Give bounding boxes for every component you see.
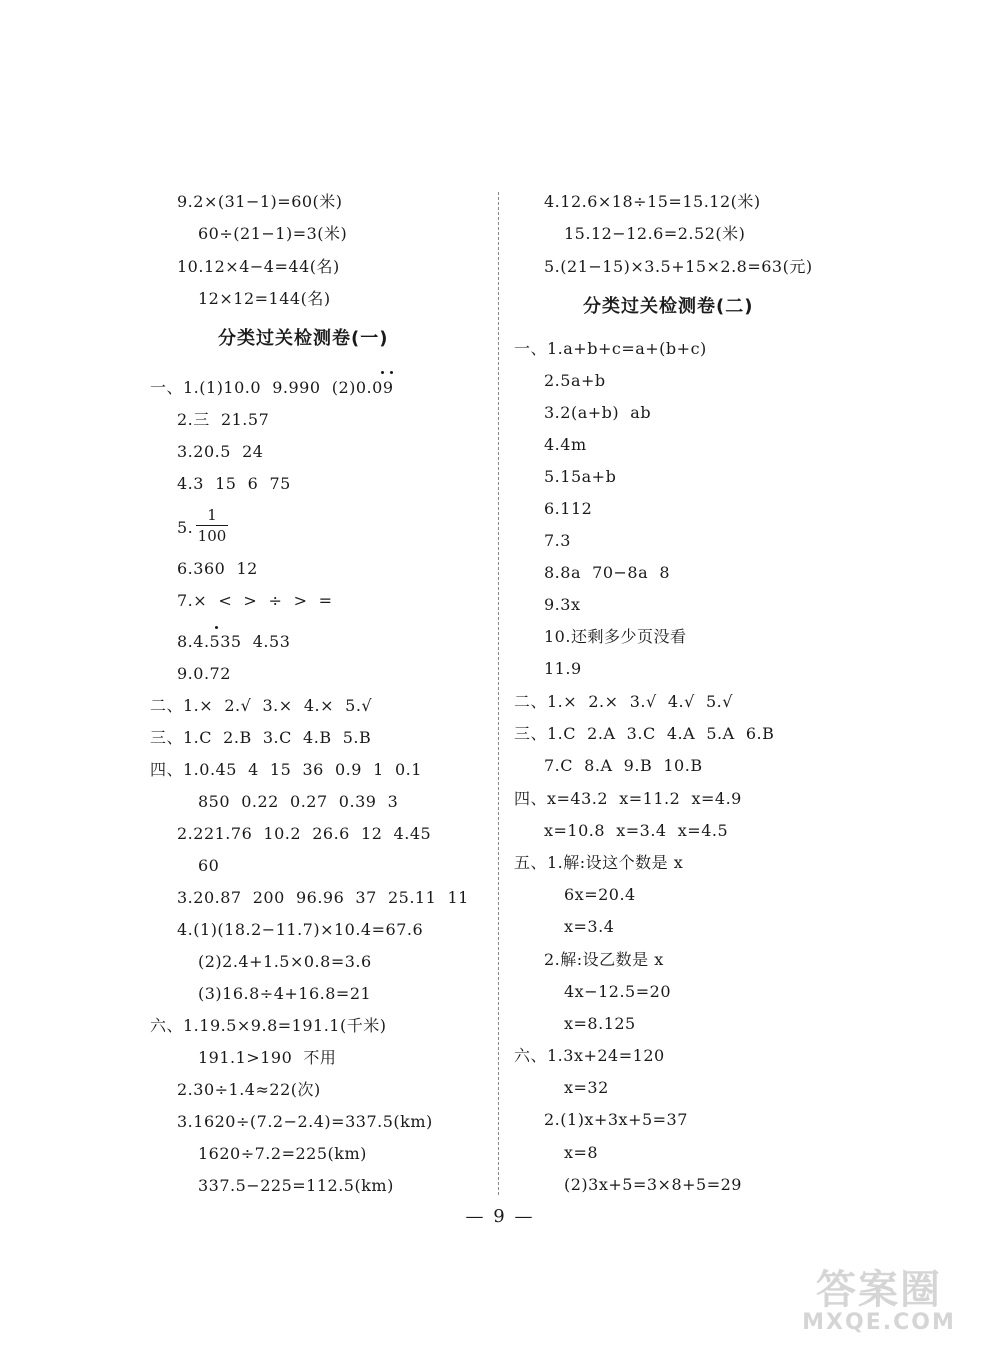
answer-line: 191.1>190 不用 <box>198 1048 337 1067</box>
answer-line: 五、1.解:设这个数是 x <box>514 853 684 872</box>
answer-line: (2)2.4+1.5×0.8=3.6 <box>198 952 372 971</box>
answer-line: 15.12−12.6=2.52(米) <box>564 224 746 243</box>
answer-line: 11.9 <box>544 659 582 678</box>
answer-line: 4.12.6×18÷15=15.12(米) <box>544 192 761 211</box>
answer-line: 4.(1)(18.2−11.7)×10.4=67.6 <box>177 920 424 939</box>
answer-line: 60 <box>198 856 220 875</box>
answer-line: 6x=20.4 <box>564 885 636 904</box>
section-title-2: 分类过关检测卷(二) <box>583 296 754 317</box>
answer-line: 7.3 <box>544 531 571 550</box>
answer-line: 8.8a 70−8a 8 <box>544 563 670 582</box>
answer-line: 5.(21−15)×3.5+15×2.8=63(元) <box>544 257 813 276</box>
answer-line: 三、1.C 2.A 3.C 4.A 5.A 6.B <box>514 724 775 743</box>
answer-line: 3.1620÷(7.2−2.4)=337.5(km) <box>177 1112 433 1131</box>
answer-line: 四、1.0.45 4 15 36 0.9 1 0.1 <box>150 760 422 779</box>
answer-line: 四、x=43.2 x=11.2 x=4.9 <box>514 789 742 808</box>
answer-line: 二、1.× 2.√ 3.× 4.× 5.√ <box>150 696 373 715</box>
answer-line: 10.12×4−4=44(名) <box>177 257 340 276</box>
answer-line: 5. <box>177 518 194 537</box>
answer-line: 12×12=144(名) <box>198 289 331 308</box>
column-divider <box>498 192 499 1195</box>
page-number: — 9 — <box>465 1206 535 1227</box>
answer-line: 2.5a+b <box>544 371 606 390</box>
repeating-decimal-dot <box>381 371 384 374</box>
answer-line: 5.15a+b <box>544 467 617 486</box>
repeating-decimal-dot <box>390 371 393 374</box>
answer-line: 6.360 12 <box>177 559 258 578</box>
answer-line: 六、1.3x+24=120 <box>514 1046 665 1065</box>
answer-line: 一、1.(1)10.0 9.990 (2)0.09 <box>150 378 394 397</box>
right-column <box>514 0 980 1359</box>
answer-line: 2.解:设乙数是 x <box>544 950 664 969</box>
answer-line: 2.三 21.57 <box>177 410 270 429</box>
left-column <box>0 0 469 1359</box>
watermark-text-top: 答案圈 <box>816 1267 942 1313</box>
answer-line: 10.还剩多少页没看 <box>544 627 687 646</box>
answer-line: 9.3x <box>544 595 581 614</box>
answer-line: 4.4m <box>544 435 587 454</box>
fraction-denominator: 100 <box>197 527 227 545</box>
watermark-logo <box>784 1258 974 1343</box>
answer-line: 3.20.5 24 <box>177 442 264 461</box>
fraction <box>196 506 228 545</box>
answer-line: 4x−12.5=20 <box>564 982 671 1001</box>
answer-line: 2.221.76 10.2 26.6 12 4.45 <box>177 824 432 843</box>
answer-line: 2.(1)x+3x+5=37 <box>544 1110 688 1129</box>
answer-line: 7.× < > ÷ > = <box>177 591 333 610</box>
answer-line: 7.C 8.A 9.B 10.B <box>544 756 703 775</box>
section-title-1: 分类过关检测卷(一) <box>218 328 389 349</box>
answer-line: 一、1.a+b+c=a+(b+c) <box>514 339 707 358</box>
repeating-decimal-dot <box>215 626 218 629</box>
answer-line: x=8.125 <box>564 1014 636 1033</box>
answer-line: 1620÷7.2=225(km) <box>198 1144 367 1163</box>
fraction-bar <box>196 525 228 526</box>
answer-line: 9.2×(31−1)=60(米) <box>177 192 343 211</box>
answer-line: 3.2(a+b) ab <box>544 403 652 422</box>
answer-line: x=10.8 x=3.4 x=4.5 <box>544 821 729 840</box>
answer-line: 三、1.C 2.B 3.C 4.B 5.B <box>150 728 372 747</box>
answer-line: 60÷(21−1)=3(米) <box>198 224 348 243</box>
watermark-text-bottom: MXQE.COM <box>802 1310 956 1335</box>
answer-line: 8.4.535 4.53 <box>177 632 291 651</box>
answer-line: x=3.4 <box>564 917 615 936</box>
answer-line: 6.112 <box>544 499 593 518</box>
answer-line: 337.5−225=112.5(km) <box>198 1176 394 1195</box>
answer-line: (2)3x+5=3×8+5=29 <box>564 1175 742 1194</box>
answer-line: 2.30÷1.4≈22(次) <box>177 1080 321 1099</box>
answer-line: 二、1.× 2.× 3.√ 4.√ 5.√ <box>514 692 733 711</box>
answer-line: 4.3 15 6 75 <box>177 474 291 493</box>
answer-line: 3.20.87 200 96.96 37 25.11 11 <box>177 888 469 907</box>
answer-line: 六、1.19.5×9.8=191.1(千米) <box>150 1016 387 1035</box>
answer-line: x=8 <box>564 1143 599 1162</box>
answer-line: 9.0.72 <box>177 664 231 683</box>
fraction-numerator: 1 <box>207 506 217 524</box>
answer-line: (3)16.8÷4+16.8=21 <box>198 984 372 1003</box>
answer-line: x=32 <box>564 1078 609 1097</box>
answer-line: 850 0.22 0.27 0.39 3 <box>198 792 399 811</box>
